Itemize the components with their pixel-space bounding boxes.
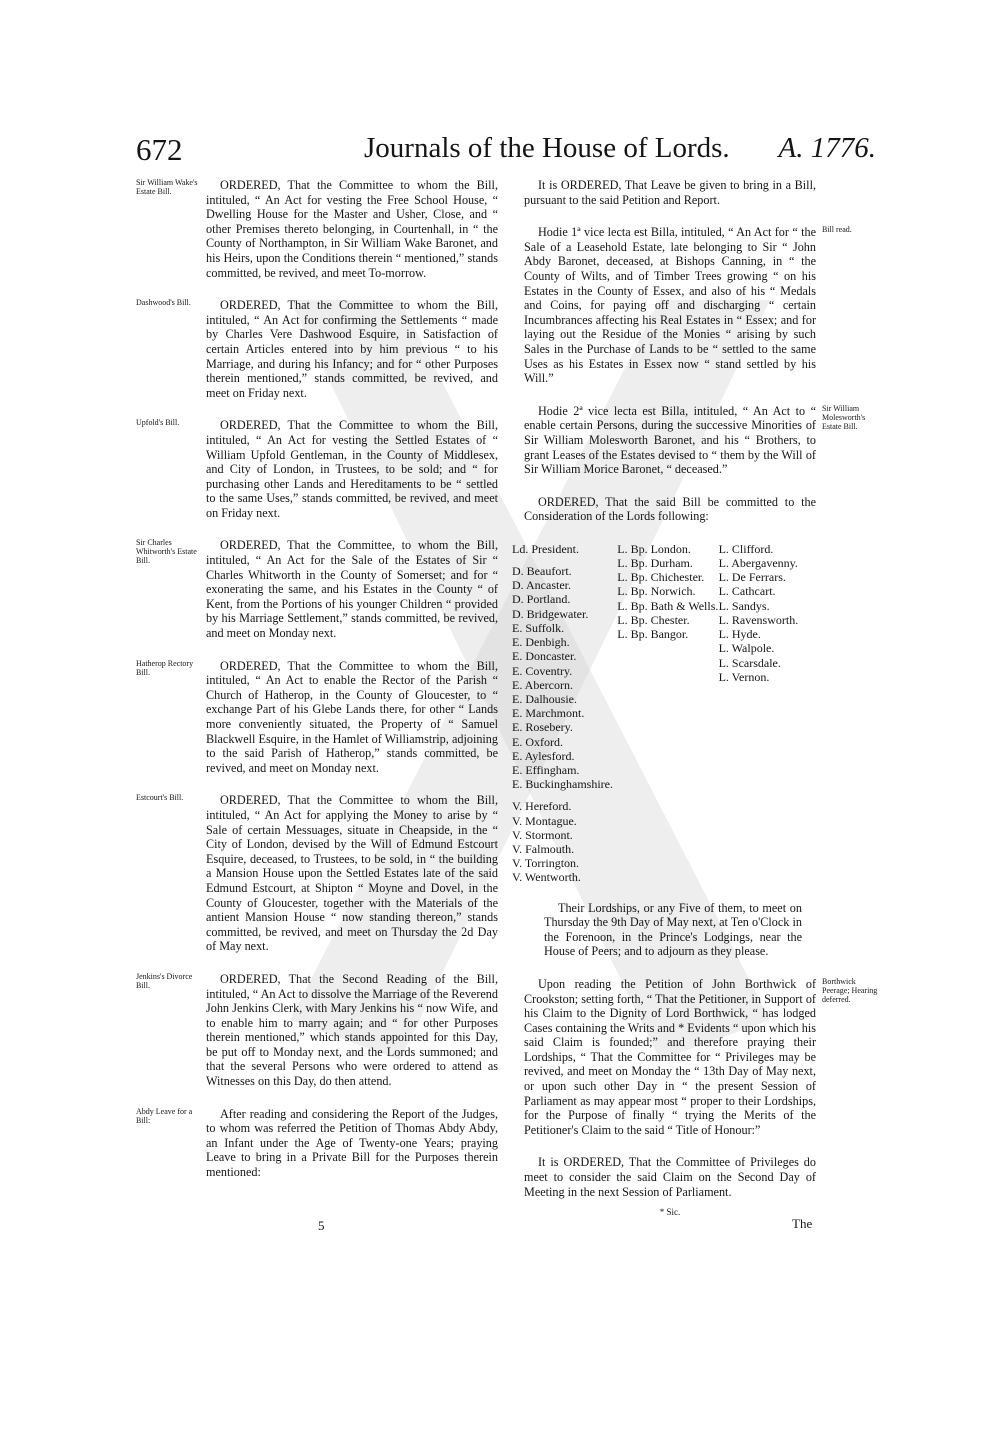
entry-privileges xyxy=(524,1155,816,1199)
right-column xyxy=(512,178,878,1220)
entry-text: ORDERED, That the Committee to whom the Bill, intituled, “ An Act for confirming the Settlements “ made by Charles Vere Dashwood Esquire, in Satisfaction of certain Articles entered into by him previous “ to his Marriage, and during his Infancy; and for “ other Purposes therein mentioned,” stands committed, be revived, and meet on Friday next. xyxy=(206,298,498,400)
entry-text: ORDERED, That the said Bill be committed to the Consideration of the Lords following: xyxy=(524,494,816,524)
lord-name: L. Bp. London. xyxy=(617,541,691,556)
entry-text: Hodie 1ª vice lecta est Billa, intituled, “ An Act for “ the Sale of a Leasehold Estate, late belonging to Sir “ John Abdy Baronet, deceased, at Bishops Canning, in “ the County of Wilts, and of Timber Trees growing “ on his Estates in the County of Essex, and also of his “ Medals and Coins, for paying off and discharging “ certain Incumbrances affecting his Real Estates in “ Essex; and for laying out the Residue of the Monies “ arising by such Sales in the Purchase of Lands to be “ settled to the same Uses as his Estates in Essex now “ stand settled by his Will.” xyxy=(524,225,816,386)
lords-column-2 xyxy=(617,542,718,885)
entry-text: Their Lordships, or any Five of them, to meet on Thursday the 9th Day of May next, at Ten o'Clock in the Forenoon, in the Prince's Lodgings, near the House of Peers; and to adjourn as they please. xyxy=(544,900,802,959)
entry-committed xyxy=(524,495,816,524)
footnote: * Sic. xyxy=(659,1207,681,1218)
lord-name: E. Effingham. xyxy=(512,762,580,777)
entry-leave xyxy=(524,178,816,207)
lords-gap xyxy=(512,556,617,564)
lord-name: D. Bridgewater. xyxy=(512,606,589,621)
lord-name: L. Ravensworth. xyxy=(718,612,799,627)
lords-gap xyxy=(512,791,617,799)
lord-name: L. Bp. Bangor. xyxy=(617,627,689,642)
lord-name: E. Aylesford. xyxy=(512,748,575,763)
margin-note: Sir William Molesworth's Estate Bill. xyxy=(822,403,866,431)
entry-molesworth xyxy=(524,403,866,477)
lord-name: E. Suffolk. xyxy=(512,620,565,635)
entry-bill-read xyxy=(524,225,852,386)
lord-name: L. Bp. Chester. xyxy=(617,612,690,627)
lord-name: L. Scarsdale. xyxy=(718,655,781,670)
lord-name: E. Buckinghamshire. xyxy=(512,777,613,792)
lord-name: E. Coventry. xyxy=(512,663,573,678)
lord-name: E. Marchmont. xyxy=(512,706,585,721)
lords-column-1 xyxy=(512,542,617,885)
lord-name: L. Abergavenny. xyxy=(718,556,798,571)
entry-text: ORDERED, That the Second Reading of the Bill, intituled, “ An Act to dissolve the Marriage of the Reverend John Jenkins Clerk, with Mary Jenkins his “ now Wife, and to enable him to marry again; and “ for other Purposes therein mentioned,” which stands appointed for this Day, be put off to Monday next, and the Lords summoned; and that the several Persons who were ordered to attend as Witnesses on this Day, do then attend. xyxy=(206,971,498,1089)
entry-text: Upon reading the Petition of John Borthwick of Crookston; setting forth, “ That the Petitioner, in Support of his Claim to the Dignity of Lord Borthwick, “ has lodged Cases containing the Writs and * Evidents “ upon which his said Claim is founded;” and therefore praying their Lordships, “ That the Committee for “ Privileges may be revived, and meet on Monday the “ 13th Day of May next, or upon such other Day in “ the present Session of Parliament as may appear most “ proper to their Lordships, for the Purpose of finally “ trying the Merits of the Petitioner's Claim to the said “ Title of Honour:” xyxy=(524,976,816,1137)
margin-note: Sir Charles Whitworth's Estate Bill. xyxy=(136,538,197,566)
lord-name: E. Dalhousie. xyxy=(512,691,577,706)
margin-note: Sir William Wake's Estate Bill. xyxy=(136,178,198,196)
lord-name: V. Montague. xyxy=(512,813,577,828)
entry-abdy xyxy=(136,1106,498,1180)
margin-note: Bill read. xyxy=(822,225,852,235)
lord-name: Ld. President. xyxy=(512,541,579,556)
lord-name: V. Hereford. xyxy=(512,799,572,814)
entry-dashwood xyxy=(136,298,498,400)
margin-note: Dashwood's Bill. xyxy=(136,298,191,308)
entry-jenkins xyxy=(136,971,498,1089)
lords-list xyxy=(512,542,816,885)
lords-column-3 xyxy=(719,542,816,885)
entry-text: It is ORDERED, That Leave be given to bring in a Bill, pursuant to the said Petition and Report. xyxy=(524,178,816,207)
margin-note: Hatherop Rectory Bill. xyxy=(136,658,194,677)
page-header xyxy=(136,132,876,174)
lord-name: V. Stormont. xyxy=(512,827,573,842)
margin-note: Jenkins's Divorce Bill. xyxy=(136,971,193,990)
lord-name: L. Bp. Bath & Wells. xyxy=(617,598,719,613)
entry-meeting xyxy=(544,901,802,959)
lord-name: L. Cathcart. xyxy=(718,584,776,599)
lord-name: V. Wentworth. xyxy=(512,870,581,885)
signature-mark: 5 xyxy=(318,1218,325,1233)
entry-text: After reading and considering the Report of the Judges, to whom was referred the Petition of Thomas Abdy Abdy, an Infant under the Age of Twenty-one Years; praying Leave to bring in a Private Bill for the Purposes therein mentioned: xyxy=(206,1106,498,1180)
entry-text: ORDERED, That the Committee to whom the Bill, intituled, “ An Act for vesting the Free School House, “ Dwelling House for the Master and Usher, Close, and “ other Premises thereto belonging, in Courtenhall, in “ the County of Northampton, in Sir William Wake Baronet, and his Heirs, upon the Conditions therein “ mentioned,” stands committed, be revived, and meet To-morrow. xyxy=(206,178,498,280)
entry-whitworth xyxy=(136,538,498,641)
lord-name: D. Portland. xyxy=(512,592,571,607)
entry-text: It is ORDERED, That the Committee of Privileges do meet to consider the said Claim on the Second Day of Meeting in the next Session of Parliament. xyxy=(524,1155,816,1199)
lord-name: D. Beaufort. xyxy=(512,564,572,579)
lord-name: L. Bp. Norwich. xyxy=(617,584,696,599)
lord-name: L. Sandys. xyxy=(718,598,770,613)
entry-upfold xyxy=(136,418,498,520)
left-column xyxy=(136,178,498,1198)
lord-name: V. Falmouth. xyxy=(512,841,575,856)
entry-text: ORDERED, That the Committee to whom the Bill, intituled, “ An Act to enable the Rector of the Parish “ Church of Hatherop, in the County of Gloucester, to “ exchange Part of his Glebe Lands there, for other “ Lands more conveniently situated, the Property of “ Samuel Blackwell Esquire, in the Hamlet of Williamstrip, adjoining to the said Parish of Hatherop,” stands committed, be revived, and meet on Monday next. xyxy=(206,658,498,775)
lord-name: L. Bp. Chichester. xyxy=(617,570,705,585)
page-number: 672 xyxy=(136,132,183,167)
entry-borthwick xyxy=(524,976,878,1138)
lord-name: L. Hyde. xyxy=(718,627,761,642)
lord-name: E. Abercorn. xyxy=(512,677,573,692)
page-year: A. 1776. xyxy=(778,132,876,164)
lord-name: E. Oxford. xyxy=(512,734,563,749)
lord-name: L. Walpole. xyxy=(718,641,775,656)
lord-name: L. Bp. Durham. xyxy=(617,556,693,571)
lord-name: E. Rosebery. xyxy=(512,720,573,735)
entry-text: ORDERED, That the Committee, to whom the Bill, intituled, “ An Act for the Sale of the Estates of Sir “ Charles Whitworth in the County of Somerset; and for “ exonerating the same, and his Estates in the County “ of Kent, from the Portions of his younger Children “ provided by his Marriage Settlement,” stands committed, be revived, and meet on Monday next. xyxy=(206,538,498,641)
entry-text: ORDERED, That the Committee to whom the Bill, intituled, “ An Act for applying the Money to arise by “ Sale of certain Messuages, situate in Cheapside, in the “ City of London, devised by the Will of Edmund Estcourt Esquire, deceased, to Trustees, to be sold, in “ the building a Mansion House upon the Settled Estates late of the said Edmund Estcourt, at Shipton “ Moyne and Dovel, in the County of Gloucester, together with the Materials of the antient Mansion House “ now standing thereon,” stands committed, be revived, and meet on Thursday the 2d Day of May next. xyxy=(206,793,498,954)
margin-note: Borthwick Peerage; Hearing deferred. xyxy=(822,976,878,1004)
lord-name: E. Doncaster. xyxy=(512,649,577,664)
margin-note: Estcourt's Bill. xyxy=(136,793,184,803)
page-title: Journals of the House of Lords. xyxy=(364,132,730,164)
entry-text: ORDERED, That the Committee to whom the Bill, intituled, “ An Act for vesting the Settled Estates of “ William Upfold Gentleman, in the County of Middlesex, and City of London, in Trustees, to be sold; and “ for purchasing other Lands and Hereditaments to be “ settled to the same Uses,” stands committed, be revived, and meet on Friday next. xyxy=(206,418,498,520)
lord-name: L. De Ferrars. xyxy=(718,570,786,585)
margin-note: Upfold's Bill. xyxy=(136,418,180,428)
lord-name: L. Vernon. xyxy=(718,669,770,684)
entry-wake xyxy=(136,178,498,280)
lord-name: V. Torrington. xyxy=(512,856,580,871)
lord-name: E. Denbigh. xyxy=(512,635,570,650)
entry-estcourt xyxy=(136,793,498,954)
margin-note: Abdy Leave for a Bill: xyxy=(136,1106,193,1125)
catchword: The xyxy=(792,1216,813,1231)
lord-name: D. Ancaster. xyxy=(512,578,571,593)
entry-hatherop xyxy=(136,658,498,776)
lord-name: L. Clifford. xyxy=(718,541,774,556)
entry-text: Hodie 2ª vice lecta est Billa, intituled, “ An Act to “ enable certain Persons, during the successive Minorities of Sir William Molesworth Baronet, and his “ Brothers, to grant Leases of the Estates devised to “ them by the Will of Sir William Morice Baronet, “ deceased.” xyxy=(524,403,816,477)
